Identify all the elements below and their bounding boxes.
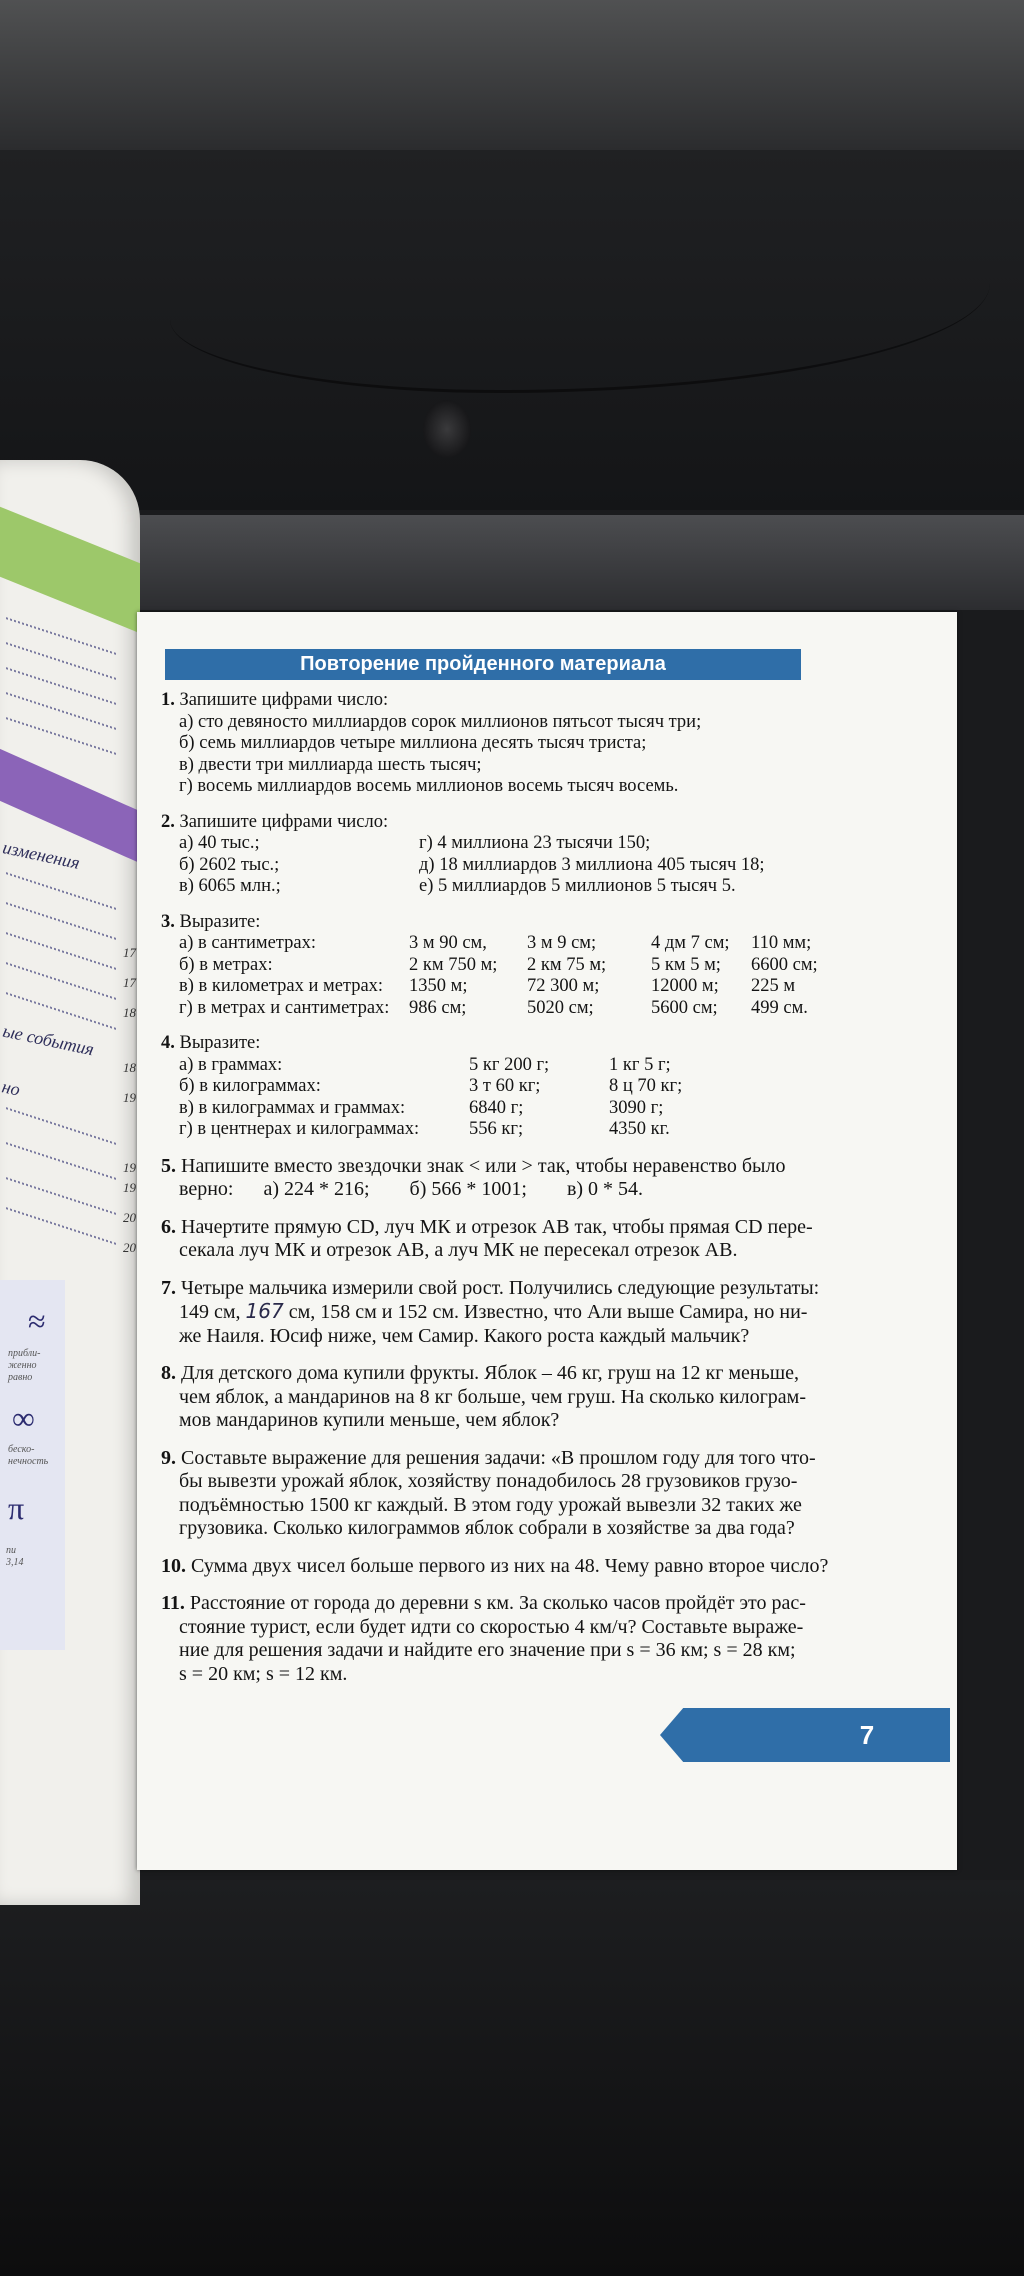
cell: 1350 м; — [409, 976, 468, 996]
cell: а) в граммах: — [179, 1054, 283, 1075]
task-6 — [161, 1216, 921, 1263]
task-text: см, 158 см и 152 см. Известно, что Али выше Самира, но ни- — [288, 1301, 808, 1323]
task-text: Расстояние от города до деревни s км. За сколько часов пройдёт это рас- — [189, 1592, 806, 1614]
task-text: верно: а) 224 * 216; б) 566 * 1001; в) 0 * 54. — [179, 1178, 644, 1200]
task-item: б) семь миллиардов четыре миллиона десять тысяч триста; — [179, 733, 647, 753]
cell: 499 см. — [751, 997, 808, 1018]
cell: 5020 см; — [527, 997, 594, 1018]
task-2 — [161, 812, 921, 898]
pi-symbol: π — [8, 1490, 25, 1526]
task-number: 5. — [161, 1154, 176, 1177]
cell: в) 6065 млн.; — [179, 876, 281, 896]
cell: в) в километрах и метрах: — [179, 976, 384, 996]
cell: 556 кг; — [469, 1119, 524, 1139]
task-title: Выразите: — [179, 1033, 261, 1053]
task-text: чем яблок, а мандаринов на 8 кг больше, чем груш. На сколько килограм- — [179, 1385, 807, 1408]
background-table — [0, 1880, 1024, 2276]
cell: а) 40 тыс.; — [179, 833, 260, 853]
cell: в) в килограммах и граммах: — [179, 1097, 406, 1118]
task-text: Для детского дома купили фрукты. Яблок – 46 кг, груш на 12 кг меньше, — [181, 1362, 800, 1384]
task-number: 11. — [161, 1592, 185, 1614]
knob — [423, 400, 471, 458]
left-page-number: 19 — [123, 1090, 136, 1105]
dotted-line — [6, 932, 116, 970]
left-label: но — [0, 1076, 22, 1100]
symbol-note: прибли- женно равно — [8, 1348, 41, 1383]
cell: 225 м — [751, 976, 796, 996]
task-10 — [161, 1555, 921, 1579]
cell: 3 м 9 см; — [527, 933, 597, 953]
task-text: секала луч МК и отрезок АВ, а луч МК не пересекал отрезок АВ. — [179, 1239, 738, 1261]
task-8 — [161, 1362, 921, 1433]
cell: 8 ц 70 кг; — [609, 1076, 683, 1096]
task-text: Сумма двух чисел больше первого из них на 48. Чему равно второе число? — [191, 1554, 829, 1577]
cell: 5 кг 200 г; — [469, 1054, 550, 1075]
task-item: в) двести три миллиарда шесть тысяч; — [179, 754, 482, 775]
task-1 — [161, 690, 921, 798]
cell: е) 5 миллиардов 5 миллионов 5 тысяч 5. — [419, 876, 736, 896]
task-text: стояние турист, если будет идти со скоростью 4 км/ч? Составьте выраже- — [179, 1615, 804, 1638]
symbol-note: беско- нечность — [8, 1444, 49, 1467]
cell: г) в метрах и сантиметрах: — [179, 997, 390, 1018]
left-label: изменения — [0, 837, 82, 873]
task-number: 9. — [161, 1446, 176, 1469]
task-number: 1. — [161, 690, 175, 710]
exercise-list — [161, 690, 921, 1700]
task-text: Напишите вместо звездочки знак < или > так, чтобы неравенство было — [181, 1154, 786, 1177]
dotted-line — [6, 1142, 116, 1180]
cell: 110 мм; — [751, 933, 812, 953]
task-3 — [161, 912, 921, 1020]
cell: 12000 м; — [651, 976, 719, 996]
task-number: 4. — [161, 1033, 175, 1053]
left-page-number: 20 — [123, 1240, 136, 1255]
task-grid — [161, 933, 921, 1019]
dotted-line — [6, 872, 116, 910]
dotted-line — [6, 1107, 116, 1145]
background-tray — [140, 515, 1024, 610]
cell: 3 т 60 кг; — [469, 1076, 541, 1096]
cell: б) 2602 тыс.; — [179, 854, 280, 875]
cell: д) 18 миллиардов 3 миллиона 405 тысяч 18; — [419, 854, 765, 875]
task-grid — [161, 1055, 921, 1141]
task-4 — [161, 1033, 921, 1141]
task-text: мов мандаринов купили меньше, чем яблок? — [179, 1409, 560, 1431]
task-text: же Наиля. Юсиф ниже, чем Самир. Какого роста каждый мальчик? — [179, 1324, 750, 1347]
task-9 — [161, 1447, 921, 1541]
task-text: Четыре мальчика измерили свой рост. Получились следующие результаты: — [181, 1276, 820, 1299]
cell: г) 4 миллиона 23 тысячи 150; — [419, 833, 651, 853]
task-text: Начертите прямую CD, луч МК и отрезок АВ так, чтобы прямая CD пере- — [181, 1215, 813, 1238]
dotted-line — [6, 1177, 116, 1215]
task-text: грузовика. Сколько килограммов яблок собрали в хозяйстве за два года? — [179, 1517, 795, 1539]
left-page-number: 19 — [123, 1160, 136, 1175]
cell: 4350 кг. — [609, 1119, 670, 1139]
background-wall — [0, 0, 1024, 150]
cell: б) в метрах: — [179, 954, 273, 975]
left-page-number: 18 — [123, 1005, 136, 1020]
cell: 6600 см; — [751, 954, 818, 975]
task-7 — [161, 1277, 921, 1349]
task-number: 6. — [161, 1215, 176, 1238]
cell: 72 300 м; — [527, 976, 600, 996]
task-item: г) восемь миллиардов восемь миллионов восемь тысяч восемь. — [179, 776, 679, 796]
dotted-line — [6, 1207, 116, 1245]
task-title: Выразите: — [179, 911, 261, 932]
cell: 6840 г; — [469, 1097, 524, 1118]
cell: 2 км 750 м; — [409, 954, 498, 975]
cell: 986 см; — [409, 997, 467, 1018]
left-label: ые события — [1, 1020, 96, 1060]
task-text: Составьте выражение для решения задачи: «В прошлом году для того что- — [181, 1446, 816, 1469]
left-facing-page — [0, 460, 140, 1905]
cell: 2 км 75 м; — [527, 954, 607, 975]
infinity-symbol: ∞ — [12, 1400, 35, 1436]
task-number: 3. — [161, 911, 175, 932]
task-number: 2. — [161, 811, 175, 832]
task-text: подъёмностью 1500 кг каждый. В этом году урожай вывезли 32 таких же — [179, 1493, 802, 1516]
left-page-number: 19 — [123, 1180, 136, 1195]
task-title: Запишите цифрами число: — [179, 811, 389, 832]
cell: г) в центнерах и килограммах: — [179, 1119, 420, 1139]
left-page-number: 20 — [123, 1210, 136, 1225]
task-number: 8. — [161, 1362, 176, 1384]
dotted-line — [6, 902, 116, 940]
cell: 4 дм 7 см; — [651, 933, 730, 953]
cell: 1 кг 5 г; — [609, 1054, 671, 1075]
task-text: бы вывезти урожай яблок, хозяйству понадобилось 28 грузовиков грузо- — [179, 1470, 798, 1492]
task-number: 10. — [161, 1554, 186, 1577]
task-text: ние для решения задачи и найдите его значение при s = 36 км; s = 28 км; — [179, 1639, 796, 1661]
task-title: Запишите цифрами число: — [179, 690, 389, 710]
approx-symbol: ≈ — [28, 1303, 46, 1339]
textbook-page — [137, 612, 957, 1870]
symbol-note: пи 3,14 — [6, 1545, 24, 1568]
dotted-line — [6, 962, 116, 1000]
left-page-number: 18 — [123, 1060, 136, 1075]
cell: а) в сантиметрах: — [179, 933, 316, 953]
green-band — [0, 507, 140, 634]
cell: 5600 см; — [651, 997, 718, 1018]
task-5 — [161, 1155, 921, 1202]
left-page-number: 17 — [123, 975, 136, 990]
cell: 5 км 5 м; — [651, 954, 721, 975]
task-text: s = 20 км; s = 12 км. — [179, 1662, 348, 1685]
cell: 3090 г; — [609, 1097, 664, 1118]
task-11 — [161, 1592, 921, 1686]
task-item: а) сто девяносто миллиардов сорок миллионов пятьсот тысяч три; — [179, 711, 702, 732]
task-grid — [161, 833, 921, 898]
section-header: Повторение пройденного материала — [165, 649, 801, 680]
cell: 3 м 90 см, — [409, 933, 487, 953]
cell: б) в килограммах: — [179, 1076, 321, 1096]
left-page-number: 17 — [123, 945, 136, 960]
handwritten-note: 167 — [245, 1299, 284, 1323]
task-text: 149 см, — [179, 1301, 241, 1323]
task-number: 7. — [161, 1276, 176, 1299]
page-number: 7 — [859, 1720, 875, 1750]
